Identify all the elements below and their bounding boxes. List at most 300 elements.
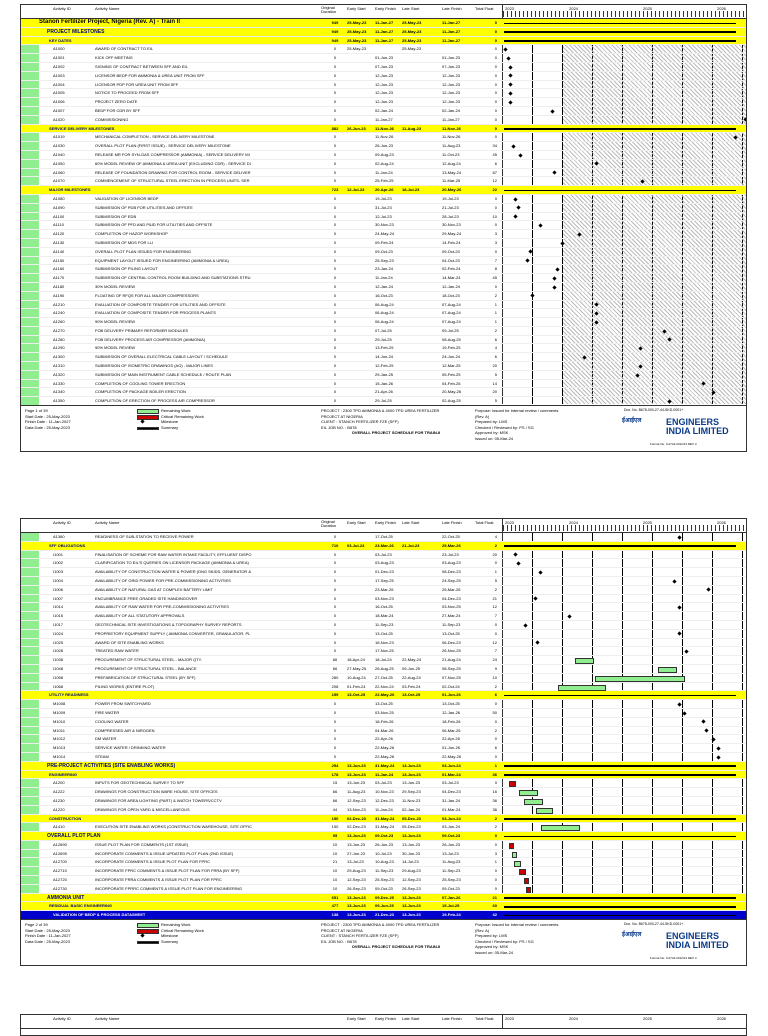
eil-logo (620, 924, 740, 962)
activity-row (21, 551, 746, 560)
cell-activity-name: MECHANICAL COMPLETION - SERVICE DELIVERY MILESTONE (95, 134, 215, 140)
row-indent (21, 867, 39, 875)
activity-row (21, 45, 746, 54)
cell-early-start: 11-Aug-23 (347, 789, 366, 795)
cell-duration: 0 (333, 257, 337, 263)
activity-row (21, 559, 746, 568)
cell-activity-id: A1060 (53, 169, 65, 175)
cell-duration: 710 (331, 542, 339, 548)
cell-late-finish: 14-Mar-24 (442, 275, 461, 281)
activity-row (21, 98, 746, 107)
cell-activity-id: I1016 (53, 613, 64, 619)
row-indent (21, 318, 39, 326)
cell-activity-id: I1007 (53, 595, 64, 601)
cell-duration: 0 (333, 222, 337, 228)
col-early-finish: Early Finish (375, 520, 396, 525)
cell-early-finish: 30-Nov-23 (375, 222, 394, 228)
row-indent (21, 63, 39, 71)
cell-activity-name: DRAWINGS FOR CONSTRUCTION WARE HOUSE, SITE OFFICES (95, 789, 218, 795)
cell-activity-name: SUBMISSION OF ISOMETRIC DRAWINGS (AG) - MAJOR LINES (95, 363, 213, 369)
cell-activity-name: BEDP FOR CDR BY SFF (95, 107, 141, 113)
cell-late-finish: 07-Jan-26 (442, 894, 461, 900)
row-indent (21, 309, 39, 317)
cell-duration: 0 (333, 604, 337, 610)
cell-activity-name: READINESS OF SUB-STATION TO RECEIVE POWER (95, 534, 194, 539)
cell-late-finish: 20-May-26 (442, 389, 462, 395)
cell-activity-name: COOLING WATER (95, 718, 129, 724)
cell-late-start: 13-Oct-25 (402, 692, 421, 698)
cell-activity-id: A1200 (53, 780, 65, 786)
cell-activity-name: SUBMISSION OF PILING LAYOUT (95, 266, 158, 272)
cell-duration: 159 (331, 692, 339, 698)
cell-late-finish: 19-Feb-24 (442, 912, 461, 918)
cell-total-float: 0 (494, 621, 497, 627)
cell-duration: 723 (331, 187, 339, 193)
cell-early-finish: 07-Jun-23 (375, 63, 394, 69)
activity-row (21, 230, 746, 239)
cell-activity-id: A12700 (53, 859, 67, 865)
row-indent (21, 744, 39, 752)
cell-late-finish: 01-Mar-24 (442, 806, 461, 812)
cell-duration: 0 (333, 169, 337, 175)
cell-activity-id: A12695 (53, 850, 67, 856)
legend-milestone: Milestone (137, 419, 287, 425)
activity-bar (509, 781, 516, 787)
cell-late-finish: 20-May-26 (442, 187, 462, 193)
cell-early-start: 13-Jun-23 (347, 903, 366, 909)
row-indent (21, 683, 39, 691)
cell-early-finish: 11-Jan-27 (375, 28, 394, 34)
cell-late-start: 03-Feb-24 (402, 683, 421, 689)
row-indent (21, 344, 39, 352)
cell-total-float: 6 (494, 745, 497, 751)
cell-activity-name: SUBMISSION OF CENTRAL CONTROL ROOM BUILDING AND SUBSTATIONS STRU (95, 275, 251, 281)
cell-activity-name: PROCUREMENT OF STRUCTURAL STEEL - BALANCE (95, 665, 197, 671)
cell-activity-name: COMPLETION OF PACKAGE BOILER ERECTION (95, 389, 186, 395)
cell-duration: 0 (333, 310, 337, 316)
cell-activity-name: RELEASE MR FOR SYN-GAS COMPRESSOR (AMMONIA) - SERVICE DELIVERY MI (95, 151, 250, 157)
footer-dates (25, 408, 71, 430)
cell-duration: 15 (332, 780, 338, 786)
activity-row (21, 336, 746, 345)
cell-early-finish: 23-Jan-24 (375, 266, 394, 272)
cell-total-float: 7 (494, 648, 497, 654)
cell-early-finish: 26-Jun-23 (375, 143, 394, 149)
cell-total-float: 0 (494, 718, 497, 724)
cell-activity-id: I1014 (53, 604, 64, 610)
cell-activity-id: I1048 (53, 665, 64, 671)
cell-duration: 0 (333, 319, 337, 325)
cell-total-float: 0 (494, 753, 497, 759)
cell-total-float: 50 (492, 709, 497, 715)
cell-late-finish: 11-Oct-23 (442, 151, 460, 157)
cell-activity-name: AVAILABILITY OF CONSTRUCTION WATER & POWER (DNG SKIDS, GENERATOR & (95, 569, 252, 575)
activity-bar (575, 658, 594, 664)
cell-early-finish: 12-Dec-23 (375, 797, 394, 803)
activity-row (21, 248, 746, 257)
cell-total-float: 9 (494, 665, 497, 671)
activity-row (21, 823, 746, 832)
cell-total-float: 0 (494, 877, 497, 883)
col-activity-id: Activity ID (53, 1016, 71, 1021)
cell-total-float: 6 (494, 692, 497, 698)
cell-late-start: 25-May-23 (402, 46, 422, 52)
activity-row (21, 213, 746, 222)
cell-late-finish: 11-Sep-23 (442, 621, 461, 627)
cell-late-finish: 04-Feb-26 (442, 380, 461, 386)
project-info (321, 408, 471, 436)
cell-activity-id: A1150 (53, 257, 65, 263)
activity-row (21, 160, 746, 169)
cell-early-finish: 09-Oct-23 (375, 248, 393, 254)
activity-table (21, 533, 746, 918)
cell-total-float: 0 (494, 701, 497, 707)
cell-activity-id: M1010 (53, 718, 66, 724)
cell-total-float: 10 (492, 213, 497, 219)
cell-early-finish: 11-Jan-24 (375, 169, 393, 175)
cell-activity-id: A1290 (53, 345, 65, 351)
row-indent (21, 283, 39, 291)
cell-total-float: 60 (492, 903, 497, 909)
cell-activity-id: A1002 (53, 63, 65, 69)
cell-early-finish: 11-Jan-27 (375, 37, 394, 43)
summary-bar (504, 31, 736, 33)
activity-bar (519, 790, 538, 796)
cell-activity-name: COMPLETION OF COOLING TOWER ERECTION (95, 380, 186, 386)
cell-total-float: 0 (494, 780, 497, 786)
cell-early-finish: 11-Jan-27 (375, 116, 393, 122)
cell-early-finish: 16-Oct-25 (375, 604, 393, 610)
col-late-finish: Late Finish (442, 1016, 462, 1021)
cell-early-start: 25-May-23 (347, 28, 367, 34)
cell-late-finish: 08-Dec-23 (442, 569, 461, 575)
cell-late-finish: 12-Mar-25 (442, 363, 461, 369)
cell-early-finish: 07-Jul-25 (375, 327, 392, 333)
cell-early-finish: 09-Dec-25 (375, 894, 394, 900)
cell-total-float: 1 (494, 310, 497, 316)
cell-total-float: 2 (494, 586, 497, 592)
cell-late-finish: 12-Jun-23 (442, 99, 461, 105)
summary-bar (504, 40, 736, 42)
cell-late-finish: 03-Nov-25 (442, 604, 461, 610)
activity-row (21, 577, 746, 586)
cell-late-start: 13-Jun-23 (402, 833, 421, 839)
cell-activity-name: PREFABRICATION OF STRUCTURAL STEEL (BY SFF) (95, 674, 196, 680)
company-name: ENGINEERS INDIA LIMITED (666, 417, 729, 436)
cell-total-float: 12 (492, 604, 497, 610)
cell-late-finish: 03-Jun-24 (442, 762, 461, 768)
cell-activity-id: A1220 (53, 806, 65, 812)
row-indent (21, 603, 39, 611)
cell-duration: 150 (331, 824, 339, 830)
cell-activity-name: PROJECT ZERO DATE (95, 99, 138, 105)
cell-activity-name: COMMENCEMENT OF STRUCTURAL STEEL ERECTION IN PROCESS UNITS- SER (95, 178, 250, 184)
cell-late-start: 22-Aug-24 (402, 674, 421, 680)
activity-row (21, 700, 746, 709)
cell-late-finish: 03-Jul-23 (442, 780, 459, 786)
cell-early-start: 12-Sep-23 (347, 797, 366, 803)
activity-row (21, 195, 746, 204)
cell-late-finish: 01-Mar-24 (442, 771, 461, 777)
cell-late-finish: 03-Jun-24 (442, 815, 461, 821)
row-indent (21, 709, 39, 717)
cell-total-float: 0 (494, 81, 497, 87)
cell-early-finish: 17-Sep-25 (375, 577, 394, 583)
cell-early-start: 26-Sep-23 (347, 885, 366, 891)
activity-row (21, 221, 746, 230)
cell-activity-name: Stanon Fertilizer Project, Nigeria (Rev. A) - Train II (39, 19, 181, 25)
cell-total-float: 0 (494, 222, 497, 228)
cell-early-finish: 29-Jul-25 (375, 398, 392, 404)
cell-early-start: 29-Aug-23 (347, 868, 366, 874)
doc-number: Doc. No. B678-000-27-44-SKD-0001+ (624, 408, 684, 412)
col-activity-name: Activity Name (95, 1016, 120, 1021)
cell-total-float: 0 (494, 560, 497, 566)
cell-duration: 0 (333, 275, 337, 281)
month-ticks (503, 525, 747, 531)
cell-early-finish: 31-May-24 (375, 762, 395, 768)
cell-activity-name: COMPLETION OF ERECTION OF PROCESS AIR COMPRESSOR (95, 398, 215, 404)
cell-late-finish: 11-Aug-23 (442, 143, 461, 149)
cell-late-start: 18-Jul-23 (402, 187, 420, 193)
year-label: 2024 (569, 6, 578, 11)
cell-duration: 178 (331, 771, 339, 777)
cell-total-float: 6 (494, 354, 497, 360)
cell-late-start: 25-May-23 (402, 37, 422, 43)
cell-total-float: 6 (494, 336, 497, 342)
cell-total-float: 0 (494, 99, 497, 105)
cell-late-finish: 12-Jun-23 (442, 81, 461, 87)
cell-activity-name: PRE-PROJECT ACTIVITIES (SITE ENABLING WORKS) (47, 762, 176, 769)
cell-activity-name: INPUTS FOR GEOTECHNICAL SURVEY TO SFF (95, 780, 185, 786)
cell-activity-name: SUBMISSION OF OVERALL ELECTRICAL CABLE LAYOUT / SCHEDULE (95, 354, 228, 360)
cell-early-finish: 22-May-26 (375, 745, 395, 751)
schedule-title: OVERALL PROJECT SCHEDULE FOR TRAIN-II (351, 430, 441, 435)
cell-late-finish: 26-Jun-23 (442, 841, 461, 847)
cell-late-finish: 12-Aug-24 (442, 160, 461, 166)
cell-duration: 10 (332, 868, 338, 874)
footer-dates (25, 922, 71, 944)
cell-late-finish: 13-May-24 (442, 169, 462, 175)
cell-early-finish: 31-May-24 (375, 815, 395, 821)
cell-activity-name: KICK OFF MEETING (95, 55, 133, 61)
cell-total-float: 36 (492, 806, 497, 812)
cell-activity-id: I1038 (53, 657, 64, 663)
cell-early-finish: 17-Nov-25 (375, 648, 394, 654)
cell-early-finish: 02-Jan-24 (375, 107, 394, 113)
cell-activity-name: PILING WORKS (ENTIRE PLOT) (95, 683, 155, 689)
cell-early-finish: 22-May-26 (375, 753, 395, 759)
cell-total-float: 3 (494, 239, 497, 245)
cell-activity-id: A1000 (53, 46, 65, 52)
activity-row (21, 169, 746, 178)
cell-total-float: 0 (494, 248, 497, 254)
cell-duration: 0 (333, 327, 337, 333)
cell-activity-name: INCORPORATE COMMENTS & ISSUE PLOT PLAN FOR FPRC (95, 859, 210, 865)
data-date: Data Date : 25-May-2023 (25, 938, 70, 944)
cell-total-float: 0 (494, 134, 497, 140)
cell-late-start: 13-Jun-23 (402, 841, 421, 847)
cell-activity-name: AVAILABILITY OF RAW WATER FOR PRE-COMMISSIONING ACTIVITIES (95, 604, 229, 610)
cell-activity-name: ISSUE PLOT PLAN FOR COMMENTS (1ST ISSUE) (95, 841, 189, 847)
cell-total-float: 0 (494, 20, 497, 25)
cell-activity-id: I1003 (53, 569, 64, 575)
cell-total-float: 20 (492, 389, 497, 395)
cell-early-finish: 31-May-24 (375, 824, 395, 830)
cell-activity-name: CLARIFICATION TO EIL'S QUERIES ON LICENSOR PACKAGE (AMMONIA & UREA) (95, 560, 249, 566)
year-label: 2025 (643, 6, 652, 11)
activity-bar (524, 878, 529, 884)
activity-row (21, 867, 746, 876)
cell-total-float: 5 (494, 398, 497, 404)
cell-activity-id: I1058 (53, 674, 64, 680)
activity-bar (536, 808, 553, 814)
cell-late-finish: 22-Oct-25 (442, 534, 460, 539)
activity-row (21, 586, 746, 595)
cell-activity-name: AVAILABILITY OF GRID POWER FOR PRE-COMMISSIONING ACTIVITIES (95, 577, 231, 583)
purpose-line: Purpose: Issued for internal review / comments (475, 408, 559, 413)
activity-row (21, 177, 746, 186)
activity-row (21, 309, 746, 318)
cell-activity-id: A1140 (53, 248, 65, 254)
row-indent (21, 788, 39, 796)
cell-late-finish: 28-Jul-23 (442, 213, 459, 219)
activity-row (21, 204, 746, 213)
cell-duration: 21 (332, 859, 338, 865)
activity-row (21, 788, 746, 797)
cell-late-finish: 03-Jun-24 (442, 824, 461, 830)
cell-total-float: 12 (492, 178, 497, 184)
cell-early-start: 13-Jun-23 (347, 912, 366, 918)
activity-row (21, 753, 746, 762)
cell-early-start: 26-Jun-23 (347, 125, 366, 131)
row-indent (21, 116, 39, 124)
cell-late-start: 11-Aug-23 (402, 125, 422, 131)
cell-activity-id: A1230 (53, 797, 65, 803)
cell-activity-name: VALIDATION OF LICENSOR BEDP (95, 195, 159, 201)
row-indent (21, 753, 39, 761)
cell-late-start: 13-Jun-23 (402, 780, 421, 786)
cell-late-finish: 07-Aug-24 (442, 310, 461, 316)
cell-late-finish: 12-Jan-24 (442, 283, 461, 289)
milestone-marker (682, 711, 686, 715)
cell-total-float: 7 (494, 613, 497, 619)
cell-duration: 0 (333, 248, 337, 254)
cell-late-finish: 19-Feb-25 (442, 345, 461, 351)
col-total-float: Total Float (475, 520, 494, 525)
purpose-line: Approved by: MSK (475, 430, 509, 435)
cell-activity-name: KEY DATES (49, 37, 72, 43)
cell-early-finish: 09-Feb-24 (375, 239, 394, 245)
row-indent (21, 885, 39, 893)
cell-activity-name: AWARD OF SITE ENABLING WORKS (95, 639, 164, 645)
cell-early-finish: 11-Sep-23 (375, 868, 394, 874)
cell-late-start: 13-Jun-23 (402, 762, 421, 768)
cell-duration: 0 (333, 116, 337, 122)
cell-activity-id: I1068 (53, 683, 64, 689)
cell-duration: 0 (333, 648, 337, 654)
activity-bar (524, 799, 543, 805)
row-indent (21, 735, 39, 743)
row-indent (21, 248, 39, 256)
col-duration: Original Duration (321, 519, 337, 528)
cell-activity-name: COMMISSIONING (95, 116, 129, 122)
cell-late-finish: 15-Jul-25 (442, 903, 460, 909)
purpose-block (475, 408, 605, 441)
row-indent (21, 362, 39, 370)
cell-activity-name: SUBMISSION OF MAIN INSTRUMENT CABLE SCHEDULE / ROUTE PLAN (95, 371, 232, 377)
activity-row (21, 54, 746, 63)
summary-bar (504, 545, 736, 547)
cell-activity-name: INCORPORATE FPRRC COMMENTS & ISSUE PLOT PLAN FOR ENGINEERING (95, 885, 242, 891)
schedule-page-2 (20, 518, 747, 966)
cell-total-float: 22 (492, 187, 497, 193)
cell-activity-name: RELEASE OF FOUNDATION DRAWING FOR CONTROL ROOM - SERVICE DELIVER (95, 169, 251, 175)
row-indent (21, 647, 39, 655)
activity-row (21, 151, 746, 160)
row-indent (21, 551, 39, 559)
cell-activity-name: SERVICE DELIVERY MILESTONES (49, 125, 115, 131)
activity-row (21, 718, 746, 727)
cell-duration: 66 (332, 657, 338, 663)
eil-seal: ईआईएल (622, 932, 642, 938)
summary-bar (504, 818, 736, 820)
cell-late-start: 25-May-23 (402, 20, 422, 25)
cell-late-finish: 11-Jan-27 (442, 37, 461, 43)
cell-activity-id: A1280 (53, 336, 65, 342)
activity-row (21, 639, 746, 648)
cell-activity-id: A1005 (53, 90, 65, 96)
cell-duration: 0 (333, 753, 337, 759)
activity-bar (512, 852, 517, 858)
cell-early-finish: 10-Aug-23 (375, 859, 394, 865)
cell-late-finish: 23-Jul-23 (442, 551, 459, 557)
milestone-marker (560, 241, 564, 245)
row-indent (21, 151, 39, 159)
cell-early-finish: 06-Aug-24 (375, 310, 394, 316)
cell-duration: 0 (333, 143, 337, 149)
cell-total-float: 0 (494, 630, 497, 636)
row-indent (21, 621, 39, 629)
cell-duration: 0 (333, 90, 337, 96)
cell-duration: 138 (331, 912, 339, 918)
cell-duration: 0 (333, 613, 337, 619)
row-indent (21, 133, 39, 141)
cell-duration: 66 (332, 789, 338, 795)
cell-activity-name: DRAWINGS FOR AREA LIGHTING (PART) & WATCH TOWERS/CCTV (95, 797, 222, 803)
summary-bar (504, 190, 736, 192)
col-early-start: Early Start (347, 520, 366, 525)
activity-row (21, 318, 746, 327)
cell-early-finish: 01-Dec-23 (375, 569, 394, 575)
cell-duration: 0 (333, 204, 337, 210)
timeline-header (502, 5, 747, 18)
cell-activity-id: A1340 (53, 389, 65, 395)
cell-duration: 0 (333, 81, 337, 87)
cell-total-float: 0 (494, 204, 497, 210)
cell-total-float: 1 (494, 319, 497, 325)
cell-early-finish: 27-Oct-25 (375, 674, 393, 680)
row-indent (21, 876, 39, 884)
cell-activity-id: A1160 (53, 266, 65, 272)
cell-activity-id: A1300 (53, 354, 65, 360)
cell-late-finish: 21-Aug-24 (442, 657, 461, 663)
cell-early-finish: 18-Jul-24 (375, 657, 392, 663)
cell-late-finish: 02-Oct-24 (442, 683, 460, 689)
col-early-finish: Early Finish (375, 6, 396, 11)
cell-early-finish: 12-Jun-23 (375, 81, 394, 87)
project-line: CLIENT : STANCH FERTILIZER FZE (SFF) (321, 419, 399, 424)
